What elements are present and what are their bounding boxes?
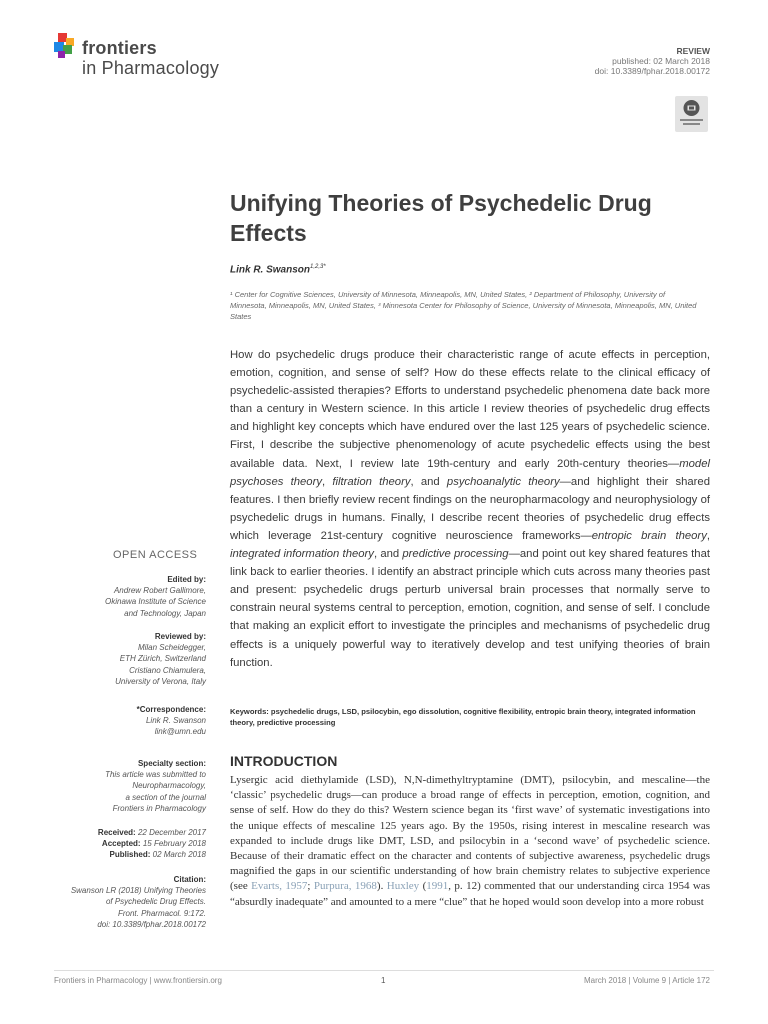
editor-line: and Technology, Japan — [124, 608, 206, 618]
correspondence-label: *Correspondence: — [136, 705, 206, 714]
intro-text: , p. 12) commented that our understanding circa 1954 was “absurdly inadequate” and amounted to a mere “clue” that he hoped would soon develop into a more robust — [230, 880, 710, 908]
received-date: 22 December 2017 — [137, 828, 206, 837]
abstract-term: integrated information theory — [230, 548, 374, 561]
specialty-line: This article was submitted to — [105, 770, 206, 780]
journal-name-line1: frontiers — [82, 38, 157, 58]
citation-doi-link[interactable]: doi: 10.3389/fphar.2018.00172 — [97, 919, 206, 929]
author[interactable] — [230, 264, 326, 275]
page-number: 1 — [381, 976, 386, 985]
check-for-updates-button[interactable] — [675, 96, 708, 132]
abstract-text: How do psychedelic drugs produce their characteristic range of acute effects in perception, emotion, cognition, and sense of self? How do these effects relate to the clinical efficacy of psychedelic-assisted therapies? Efforts to understand psychedelic phenomena date back more than a century in Western science. In this article I review theories of psychedelic drug effects and highlight key concepts which have endured over the last 125 years of psychedelic science. First, I describe the subjective phenomenology of acute psychedelic effects using the best available data. Next, I review late 19th-century and early 20th-century theories— — [230, 349, 710, 470]
section-heading-introduction: INTRODUCTION — [230, 753, 338, 769]
article-type: REVIEW — [676, 46, 710, 56]
specialty-label: Specialty section: — [137, 759, 206, 768]
citation-link[interactable]: Purpura, 1968 — [313, 880, 377, 893]
citation-link[interactable]: 1991 — [426, 880, 449, 893]
reviewer-line: Cristiano Chiamulera, — [129, 665, 206, 675]
intro-text: ; — [307, 880, 314, 893]
abstract-text: —and point out key shared features that link back to earlier theories. I identify an abstract principle which cuts across many theories past and present: psychedelic drugs perturb universal brain processes that normally serve to constrain neural systems central to perception, emotion, cognition, and sense of self. I conclude that making an explicit effort to investigate the principles and mechanisms of psychedelic drug effects is a uniquely powerful way to iteratively develop and test unifying theories of brain function. — [230, 548, 711, 669]
published-date-side: 02 March 2018 — [152, 850, 206, 860]
article-meta — [595, 46, 710, 76]
footer-divider — [54, 970, 714, 971]
citation-link[interactable]: Evarts, 1957 — [251, 880, 308, 893]
reviewer-line: University of Verona, Italy — [115, 676, 206, 686]
open-access-label: OPEN ACCESS — [113, 549, 198, 561]
author-name[interactable]: Link R. Swanson — [230, 264, 311, 276]
correspondence-email-link[interactable]: link@umn.edu — [154, 727, 206, 737]
accepted-date: 15 February 2018 — [142, 839, 206, 849]
citation-line: Front. Pharmacol. 9:172. — [117, 908, 206, 918]
received-label: Received: — [97, 828, 136, 837]
journal-name-line2: in Pharmacology — [82, 58, 220, 78]
abstract-term: filtration theory — [332, 475, 411, 488]
abstract-term: predictive processing — [402, 548, 509, 561]
article-title: Unifying Theories of Psychedelic Drug Effects — [230, 190, 652, 246]
citation-link[interactable]: Huxley — [386, 880, 420, 893]
abstract-text: , and — [410, 475, 447, 488]
citation-line: of Psychedelic Drug Effects. — [105, 897, 206, 907]
edited-by-label: Edited by: — [167, 575, 206, 584]
abstract-term: entropic brain theory — [591, 529, 707, 542]
frontiers-logo-icon — [54, 33, 80, 59]
intro-text: ). — [376, 880, 387, 893]
abstract — [230, 346, 710, 672]
accepted-label: Accepted: — [101, 839, 141, 849]
introduction-body — [230, 773, 710, 910]
published-date: published: 02 March 2018 — [612, 56, 710, 66]
reviewer-line: ETH Zürich, Switzerland — [119, 654, 206, 664]
reviewed-by-block — [54, 631, 206, 687]
specialty-block — [54, 758, 206, 814]
abstract-text: —and highlight their shared features. I then briefly review recent findings on the neuropharmacology and neurophysiology of psychedelic drugs in humans. Finally, I describe recent theories of psychedelic drug effects which leverage 21st-century cognitive neuroscience frameworks— — [230, 475, 710, 542]
author-affil-sup: 1,2,3* — [310, 264, 326, 270]
editor-line: Andrew Robert Gallimore, — [113, 586, 206, 596]
footer-issue-info: March 2018 | Volume 9 | Article 172 — [583, 976, 710, 985]
reviewed-by-label: Reviewed by: — [154, 632, 206, 641]
abstract-term: psychoanalytic theory — [446, 475, 560, 488]
affiliations: ¹ Center for Cognitive Sciences, University of Minnesota, Minneapolis, MN, United States, ² Department of Philosophy, University of Minnesota, Minneapolis, MN, United States, ³ Minnesota Center for Philosophy of Science, University of Minnesota, Minneapolis, MN, United States — [230, 290, 697, 321]
specialty-line: Frontiers in Pharmacology — [112, 803, 206, 813]
published-label: Published: — [109, 850, 151, 860]
intro-text: ( — [419, 880, 427, 893]
intro-text: Lysergic acid diethylamide (LSD), N,N-dimethyltryptamine (DMT), psilocybin, and mescaline—the ‘classic’ psychedelic drugs—can produce a broad range of effects in perception, emotion, cognition, and sense of self. How do they do this? Western science began its ‘first wave’ of systematic investigations into the unique effects of mescaline 125 years ago. By the 1950s, rising interest in mescaline research was expanded to include drugs like DMT, LSD, and psilocybin in a ‘second wave’ of psychedelic science. Because of their dramatic effect on the character and contents of subjective awareness, psychedelic drugs magnified the gaps in our scientific understanding of how brain chemistry relates to subjective experience (see — [230, 774, 710, 893]
keywords: Keywords: psychedelic drugs, LSD, psilocybin, ego dissolution, cognitive flexibility, entropic brain theory, integrated information theory, predictive processing — [230, 707, 696, 727]
correspondence-name: Link R. Swanson — [145, 716, 206, 726]
doi[interactable]: doi: 10.3389/fphar.2018.00172 — [594, 66, 710, 76]
correspondence-block — [54, 704, 206, 738]
abstract-text: , — [706, 529, 710, 542]
edited-by-block — [54, 574, 206, 619]
dates-block — [54, 827, 206, 861]
abstract-term: model psychoses theory — [230, 457, 710, 488]
footer-journal-link[interactable]: Frontiers in Pharmacology | www.frontiersin.org — [54, 976, 222, 985]
specialty-line: a section of the journal — [125, 792, 206, 802]
abstract-text: , and — [373, 548, 403, 561]
citation-label: Citation: — [173, 875, 206, 884]
specialty-line: Neuropharmacology, — [132, 781, 206, 791]
citation-line: Swanson LR (2018) Unifying Theories — [70, 886, 206, 896]
citation-block — [54, 874, 206, 930]
reviewer-line: Milan Scheidegger, — [137, 643, 206, 653]
abstract-text: , — [321, 475, 333, 488]
check-updates-icon — [675, 96, 708, 132]
editor-line: Okinawa Institute of Science — [105, 597, 206, 607]
